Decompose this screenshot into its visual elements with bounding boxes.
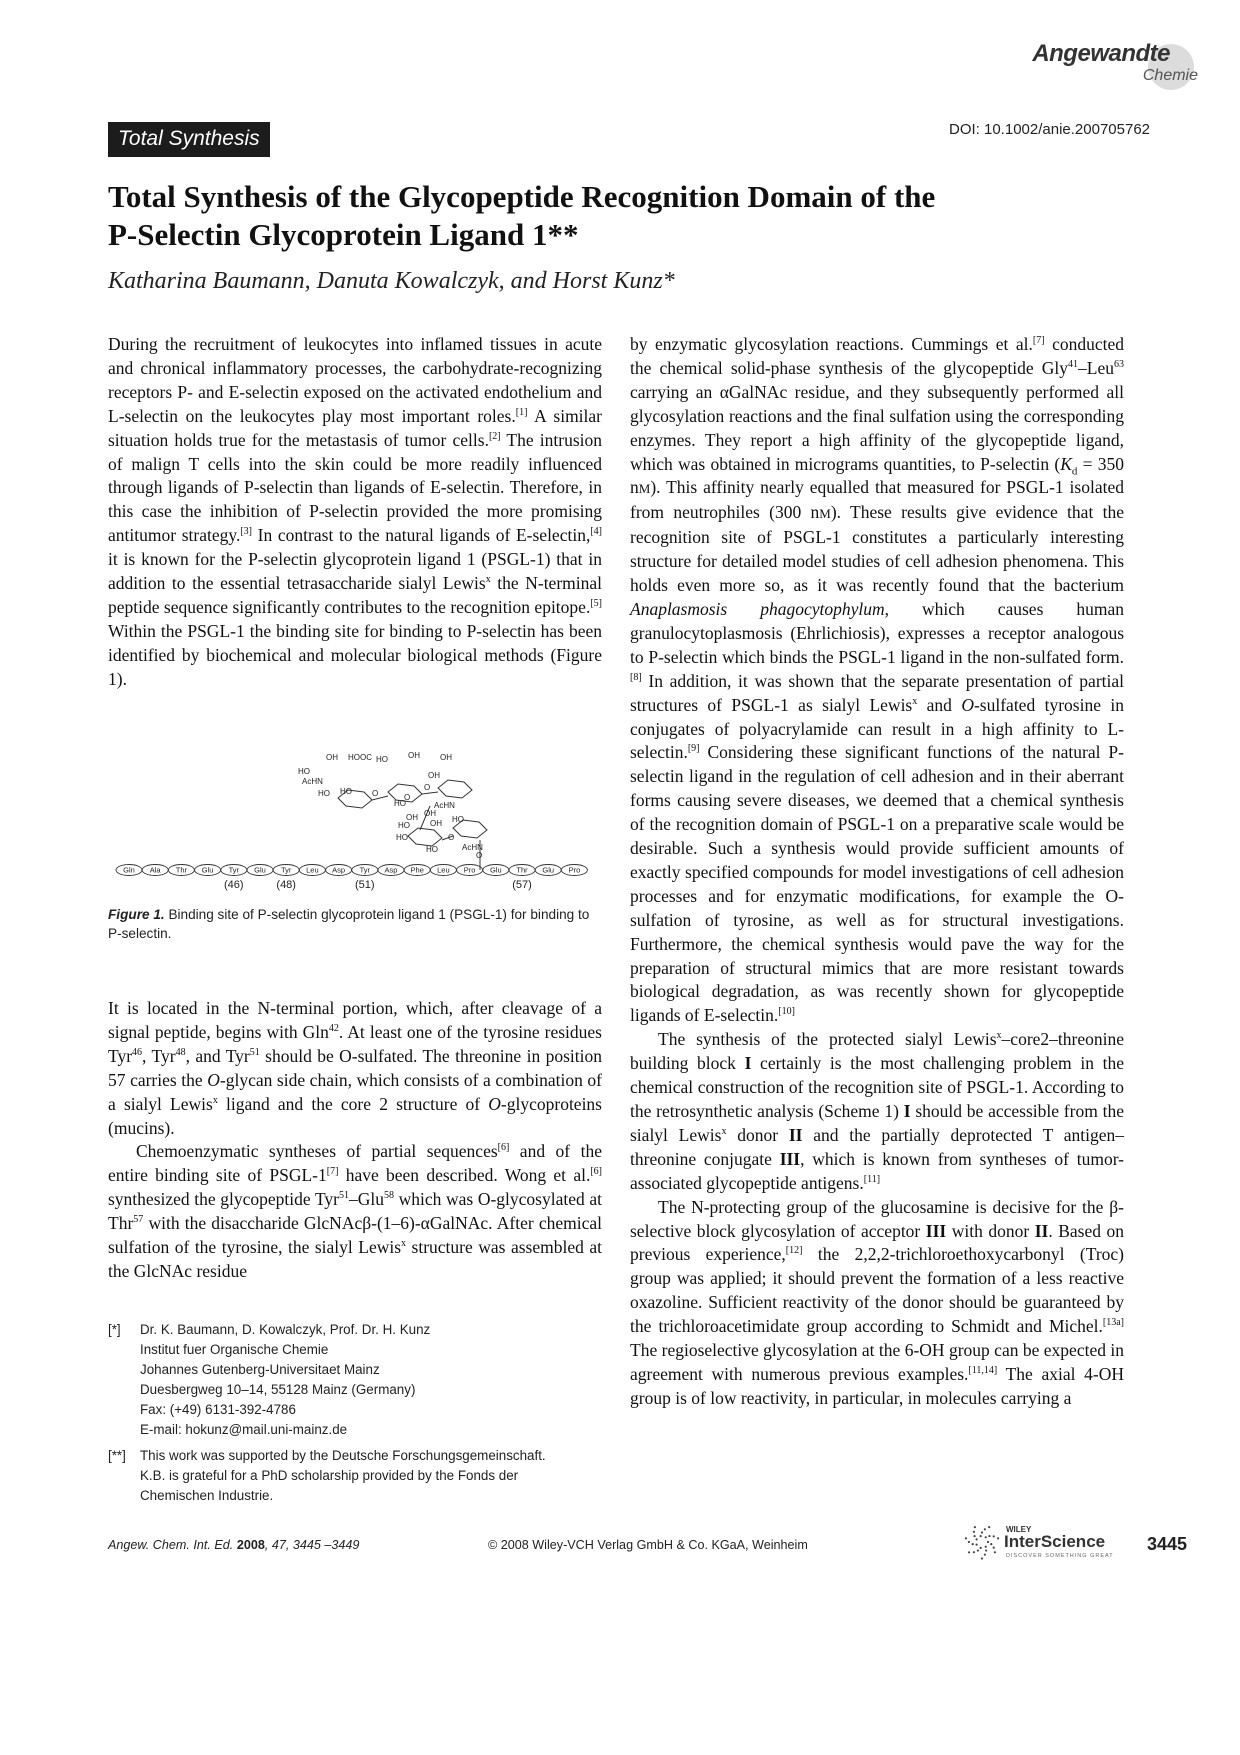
- atom-label: OH: [424, 809, 436, 818]
- starburst-dot: [980, 1535, 982, 1537]
- starburst-dot: [975, 1538, 977, 1540]
- starburst-dot: [981, 1531, 983, 1533]
- atom-label: HO: [452, 815, 464, 824]
- publisher-brand: InterScience: [1004, 1532, 1106, 1551]
- atom-label: OH: [428, 771, 440, 780]
- starburst-dot: [993, 1547, 995, 1549]
- residue-label: Gln: [123, 865, 135, 875]
- starburst-dot: [985, 1536, 987, 1538]
- atom-label: HOOC: [348, 753, 372, 762]
- atom-label: OH: [326, 753, 338, 762]
- publisher-small: WILEY: [1006, 1525, 1032, 1534]
- section-tag: Total Synthesis: [108, 122, 270, 157]
- atom-label: O: [476, 851, 483, 860]
- page-number: 3445: [1147, 1534, 1188, 1554]
- starburst-dot: [990, 1543, 992, 1545]
- paragraph: by enzymatic glycosylation reactions. Cummings et al.[7] conducted the chemical solid-phase synthesis of the glycopeptide Gly$^{41}$–Leu$^{63}$ carrying an αGalNAc residue, and they subsequently performed all glycosylation reactions and the final sulfation using the corresponding enzymes. They report a high affinity of the glycopeptide ligand, which was obtained in micrograms quantities, to P-selectin ($K_d = 350$ nM). This affinity nearly equalled that measured for PSGL-1 isolated from neutrophiles (300 nM). These results give evidence that the recognition site of PSGL-1 constitutes a particularly interesting structure for detailed model studies of cell adhesion phenomena. This holds even more so, as it was recently found that the bacterium Anaplasmosis phagocytophylum, which causes human granulocytoplasmosis (Ehrlichiosis), expresses a receptor analogous to P-selectin which binds the PSGL-1 ligand in the non-sulfated form.[8] In addition, it was shown that the separate presentation of partial structures of PSGL-1 as sialyl Lewis$^x$ and O-sulfated tyrosine in conjugates of polyacrylamide can result in a high affinity to L-selectin.[9] Considering these significant functions of the natural P-selectin ligand in the regulation of cell adhesion and in their aberrant forms causing severe diseases, we deemed that a chemical synthesis of the recognition domain of PSGL-1 on a preparative scale would be desirable. Such a synthesis would provide sufficient amounts of exactly specified compounds for model investigations of cell adhesion processes and for enzymatic modifications, for example the O-sulfation of tyrosine, as well as for structural investigations. Furthermore, the chemical synthesis would pave the way for the preparation of structural mimics that are more resistant towards biological degradation, as was recently shown for glycopeptide ligands of E-selectin.[10]: [630, 334, 1125, 1026]
- footer-citation: [108, 1538, 359, 1552]
- residue-label: Tyr: [228, 865, 240, 875]
- atom-label: O: [372, 789, 379, 798]
- paragraph: The synthesis of the protected sialyl Lewis$^x$–core2–threonine building block I certainly is the most challenging problem in the chemical construction of the recognition site of PSGL-1. According to the retrosynthetic analysis (Scheme 1) I should be accessible from the sialyl Lewis$^x$ donor II and the partially deprotected T antigen–threonine conjugate III, which is known from syntheses of tumor-associated glycopeptide antigens.[11]: [630, 1029, 1124, 1193]
- footnote-line: Johannes Gutenberg-Universitaet Mainz: [140, 1362, 380, 1377]
- residue-label: Leu: [437, 865, 450, 875]
- paragraph: Chemoenzymatic syntheses of partial sequences[6] and of the entire binding site of PSGL-1[7] have been described. Wong et al.[6] synthesized the glycopeptide Tyr$^{51}$–Glu$^{58}$ which was O-glycosylated at Thr$^{57}$ with the disaccharide GlcNAcβ-(1–6)-αGalNAc. After chemical sulfation of the tyrosine, the sialyl Lewis$^x$ structure was assembled at the GlcNAc residue: [108, 1141, 603, 1281]
- atom-label: OH: [408, 751, 420, 760]
- residue-label: Glu: [254, 865, 266, 875]
- footnotes: [108, 1320, 602, 1512]
- residue-label: Leu: [306, 865, 319, 875]
- starburst-icon: [960, 1524, 1004, 1560]
- figure-caption-text: Binding site of P-selectin glycoprotein ligand 1 (PSGL-1) for binding to P-selectin.: [108, 907, 590, 941]
- residue-label: Thr: [175, 865, 188, 875]
- atom-label: OH: [430, 819, 442, 828]
- footnote-line: Institut fuer Organische Chemie: [140, 1342, 329, 1357]
- atom-label: O: [448, 833, 455, 842]
- starburst-dot: [984, 1554, 986, 1556]
- atom-label: OH: [406, 813, 418, 822]
- logo-text-chemie: Chemie: [1142, 67, 1198, 84]
- journal-logo: [1008, 30, 1198, 92]
- footnote-funding: [108, 1446, 602, 1506]
- starburst-dot: [973, 1551, 975, 1553]
- residue-label: Asp: [384, 865, 398, 875]
- atom-label: O: [404, 793, 411, 802]
- footnote-line: This work was supported by the Deutsche Forschungsgemeinschaft.: [140, 1448, 546, 1463]
- starburst-dot: [977, 1549, 979, 1551]
- starburst-dot: [973, 1535, 975, 1537]
- article-title: [108, 178, 1108, 254]
- residue-label: Thr: [516, 865, 528, 875]
- atom-label: OH: [440, 753, 452, 762]
- footnote-affiliation: [108, 1320, 602, 1440]
- footnote-mark: [*]: [108, 1322, 121, 1337]
- author-list: Katharina Baumann, Danuta Kowalczyk, and Horst Kunz*: [108, 268, 675, 294]
- interscience-logo: [960, 1524, 1150, 1560]
- starburst-dot: [980, 1547, 982, 1549]
- residue-label: Ala: [149, 865, 161, 875]
- paragraph: During the recruitment of leukocytes into inflamed tissues in acute and chronical inflammatory processes, the carbohydrate-recognizing receptors P- and E-selectin exposed on the activated endothelium and L-selectin on the leukocytes play most important roles.[1] A similar situation holds true for the metastasis of tumor cells.[2] The intrusion of malign T cells into the skin could be more readily influenced through ligands of P-selectin than ligands of E-selectin. Therefore, in this case the inhibition of P-selectin provided the more promising antitumor strategy.[3] In contrast to the natural ligands of E-selectin,[4] it is known for the P-selectin glycoprotein ligand 1 (PSGL-1) that in addition to the essential tetrasaccharide sialyl Lewis$^x$ the N-terminal peptide sequence significantly contributes to the recognition epitope.[5] Within the PSGL-1 the binding site for binding to P-selectin has been identified by biochemical and molecular biological methods (Figure 1).: [108, 334, 603, 689]
- article-title-line-2: P-Selectin Glycoprotein Ligand 1**: [108, 217, 579, 252]
- atom-label: O: [424, 783, 431, 792]
- atom-label: HO: [394, 799, 406, 808]
- residue-label: Tyr: [359, 865, 371, 875]
- figure-label: Figure 1.: [108, 907, 165, 922]
- footer-copyright: © 2008 Wiley-VCH Verlag GmbH & Co. KGaA, Weinheim: [488, 1538, 808, 1552]
- atom-label: HO: [318, 789, 330, 798]
- starburst-dot: [975, 1544, 977, 1546]
- body-text-left-upper: [108, 333, 602, 692]
- footnote-line: Duesbergweg 10–14, 55128 Mainz (Germany): [140, 1382, 416, 1397]
- residue-position-label: (46): [224, 879, 244, 891]
- starburst-dot: [988, 1526, 990, 1528]
- starburst-dot: [968, 1551, 970, 1553]
- starburst-dot: [987, 1541, 989, 1543]
- article-title-line-1: Total Synthesis of the Glycopeptide Recognition Domain of the: [108, 179, 936, 214]
- starburst-dot: [984, 1528, 986, 1530]
- footer-volume-pages: , 47, 3445 –3449: [264, 1538, 360, 1552]
- starburst-dot: [993, 1535, 995, 1537]
- atom-label: HO: [340, 787, 352, 796]
- figure-1-structure: [108, 748, 602, 898]
- starburst-dot: [972, 1543, 974, 1545]
- residue-label: Glu: [542, 865, 555, 875]
- footnote-line: Dr. K. Baumann, D. Kowalczyk, Prof. Dr. H. Kunz: [140, 1322, 431, 1337]
- starburst-dot: [965, 1537, 967, 1539]
- starburst-dot: [994, 1551, 996, 1553]
- atom-label: HO: [298, 767, 310, 776]
- residue-position-label: (51): [355, 879, 375, 891]
- footnote-line: Chemischen Industrie.: [140, 1488, 274, 1503]
- starburst-dot: [981, 1557, 983, 1559]
- atom-label: HO: [396, 833, 408, 842]
- starburst-dot: [985, 1549, 987, 1551]
- footnote-mark: [**]: [108, 1448, 126, 1463]
- residue-label: Glu: [489, 865, 502, 875]
- starburst-dot: [985, 1546, 987, 1548]
- residue-position-label: (57): [512, 879, 532, 891]
- starburst-dot: [968, 1541, 970, 1543]
- residue-label: Pro: [568, 865, 581, 875]
- residue-position-label: (48): [276, 879, 296, 891]
- residue-label: Asp: [332, 865, 346, 875]
- doi[interactable]: DOI: 10.1002/anie.200705762: [949, 121, 1150, 138]
- atom-label: AcHN: [302, 777, 323, 786]
- atom-label: AcHN: [462, 843, 483, 852]
- paragraph: It is located in the N-terminal portion, which, after cleavage of a signal peptide, begins with Gln$^{42}$. At least one of the tyrosine residues Tyr$^{46}$, Tyr$^{48}$, and Tyr$^{51}$ should be O-sulfated. The threonine in position 57 carries the O-glycan side chain, which consists of a combination of a sialyl Lewis$^x$ ligand and the core 2 structure of O-glycoproteins (mucins).: [108, 998, 602, 1138]
- starburst-dot: [974, 1526, 976, 1528]
- footnote-email[interactable]: E-mail: hokunz@mail.uni-mainz.de: [140, 1422, 348, 1437]
- atom-label: HO: [426, 845, 438, 854]
- footnote-line: K.B. is grateful for a PhD scholarship provided by the Fonds der: [140, 1468, 519, 1483]
- residue-label: Tyr: [280, 865, 292, 875]
- starburst-dot: [973, 1531, 975, 1533]
- body-text-left-lower: [108, 997, 602, 1284]
- body-text-right: [630, 333, 1124, 1411]
- footer-year: 2008: [236, 1538, 265, 1552]
- residue-label: Phe: [410, 865, 424, 875]
- publisher-tagline: DISCOVER SOMETHING GREAT: [1006, 1553, 1114, 1559]
- atom-label: HO: [376, 755, 388, 764]
- starburst-dot: [997, 1537, 999, 1539]
- residue-label: Pro: [463, 865, 476, 875]
- footer-journal-abbrev: Angew. Chem. Int. Ed.: [108, 1538, 234, 1552]
- atom-label: HO: [398, 821, 410, 830]
- footnote-line: Fax: (+49) 6131-392-4786: [140, 1402, 296, 1417]
- paragraph: The N-protecting group of the glucosamine is decisive for the β-selective block glycosylation of acceptor III with donor II. Based on previous experience,[12] the 2,2,2-trichloroethoxycarbonyl (Troc) group was applied; it should prevent the formation of a less reactive oxazoline. Sufficient reactivity of the donor should be guaranteed by the trichloroacetimidate group according to Schmidt and Michel.[13a] The regioselective glycosylation at the 6-OH group can be expected in agreement with numerous previous examples.[11,14] The axial 4-OH group is of low reactivity, in particular, in molecules carrying a: [630, 1196, 1124, 1408]
- glycopeptide-diagram: [108, 748, 602, 898]
- starburst-dot: [988, 1535, 990, 1537]
- residue-label: Glu: [201, 865, 214, 875]
- figure-1-caption: [108, 905, 602, 943]
- atom-label: AcHN: [434, 801, 455, 810]
- logo-text-angewandte: Angewandte: [1032, 40, 1170, 67]
